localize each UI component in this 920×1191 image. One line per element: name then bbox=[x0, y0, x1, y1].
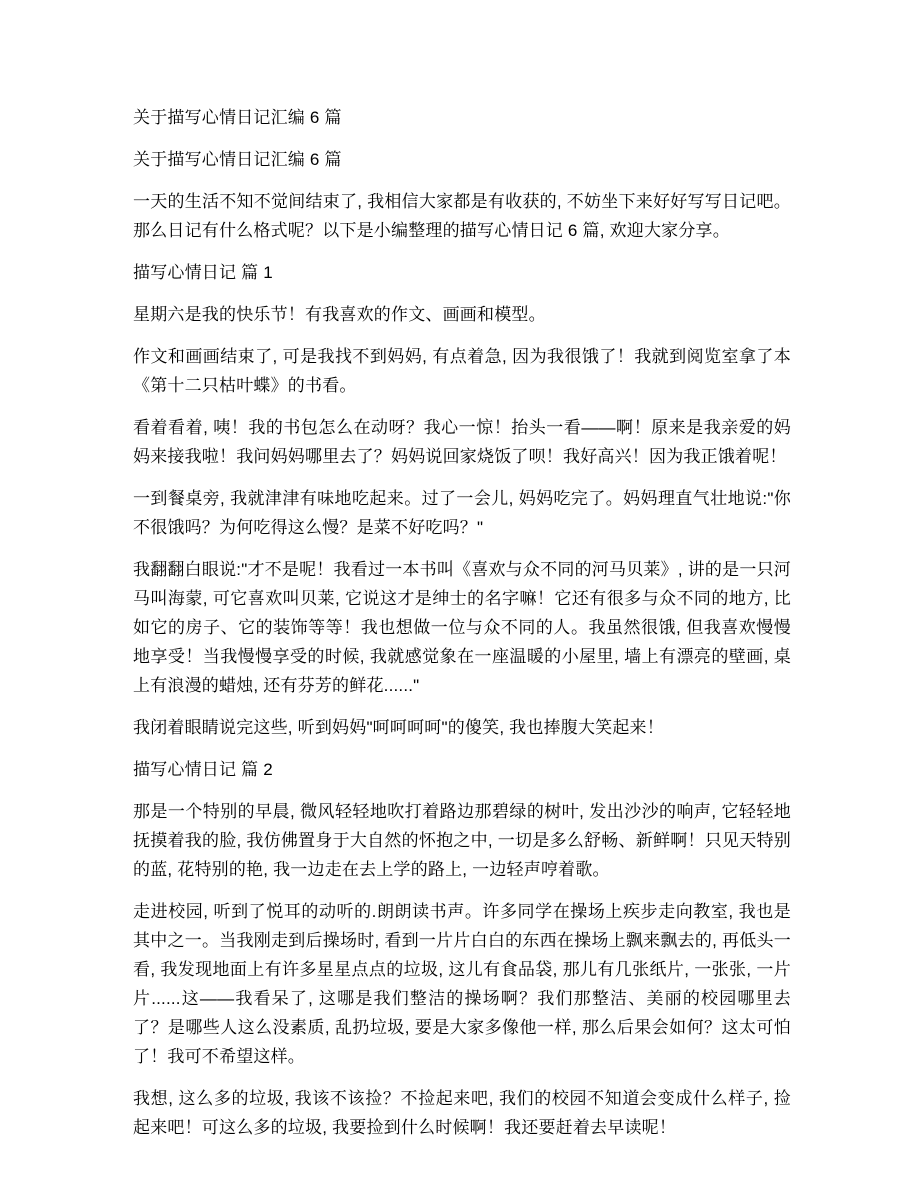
document-title: 关于描写心情日记汇编 6 篇 bbox=[133, 150, 342, 169]
paragraph: 那是一个特别的早晨, 微风轻轻地吹打着路边那碧绿的树叶, 发出沙沙的响声, 它轻轻地抚摸着我的脸, 我仿佛置身于大自然的怀抱之中, 一切是多么舒畅、新鲜啊！只见天特别的蓝, 花特别的艳, 我一边走在去上学的路上, 一边轻声哼着歌。 bbox=[133, 802, 791, 879]
paragraph: 看着看着, 咦！我的书包怎么在动呀？我心一惊！抬头一看——啊！原来是我亲爱的妈妈来接我啦！我问妈妈哪里去了？妈妈说回家烧饭了呗！我好高兴！因为我正饿着呢！ bbox=[133, 418, 791, 466]
section-heading-2: 描写心情日记 篇 2 bbox=[133, 760, 273, 779]
paragraph: 星期六是我的快乐节！有我喜欢的作文、画画和模型。 bbox=[133, 305, 546, 324]
paragraph: 我想, 这么多的垃圾, 我该不该捡？不捡起来吧, 我们的校园不知道会变成什么样子, 捡起来吧！可这么多的垃圾, 我要捡到什么时候啊！我还要赶着去早读呢！ bbox=[133, 1089, 791, 1137]
paragraph: 一天的生活不知不觉间结束了, 我相信大家都是有收获的, 不妨坐下来好好写写日记吧。那么日记有什么格式呢？以下是小编整理的描写心情日记 6 篇, 欢迎大家分享。 bbox=[133, 192, 791, 240]
paragraph: 我翻翻白眼说:"才不是呢！我看过一本书叫《喜欢与众不同的河马贝莱》, 讲的是一只河马叫海蒙, 可它喜欢叫贝莱, 它说这才是绅士的名字嘛！它还有很多与众不同的地方, 比如它的房子、它的装饰等等！我也想做一位与众不同的人。我虽然很饿, 但我喜欢慢慢地享受！当我慢慢享受的时候, 我就感觉象在一座温暖的小屋里, 墙上有漂亮的壁画, 桌上有浪漫的蜡烛, 还有芬芳的鲜花......" bbox=[133, 560, 791, 695]
paragraph: 我闭着眼睛说完这些, 听到妈妈"呵呵呵呵"的傻笑, 我也捧腹大笑起来！ bbox=[133, 718, 664, 737]
paragraph: 走进校园, 听到了悦耳的动听的.朗朗读书声。许多同学在操场上疾步走向教室, 我也是其中之一。当我刚走到后操场时, 看到一片片白白的东西在操场上飘来飘去的, 再低头一看, 我发现地面上有许多星星点点的垃圾, 这儿有食品袋, 那儿有几张纸片, 一张张, 一片片......这——我看呆了, 这哪是我们整洁的操场啊？我们那整洁、美丽的校园哪里去了？是哪些人这么没素质, 乱扔垃圾, 要是大家多像他一样, 那么后果会如何？这太可怕了！我可不希望这样。 bbox=[133, 902, 791, 1066]
document-title: 关于描写心情日记汇编 6 篇 bbox=[133, 108, 342, 127]
section-heading-1: 描写心情日记 篇 1 bbox=[133, 263, 273, 282]
paragraph: 作文和画画结束了, 可是我找不到妈妈, 有点着急, 因为我很饿了！我就到阅览室拿了本《第十二只枯叶蝶》的书看。 bbox=[133, 347, 791, 395]
document-body bbox=[133, 103, 791, 1155]
paragraph: 一到餐桌旁, 我就津津有味地吃起来。过了一会儿, 妈妈吃完了。妈妈理直气壮地说:"你不很饿吗？为何吃得这么慢？是菜不好吃吗？" bbox=[133, 489, 791, 537]
